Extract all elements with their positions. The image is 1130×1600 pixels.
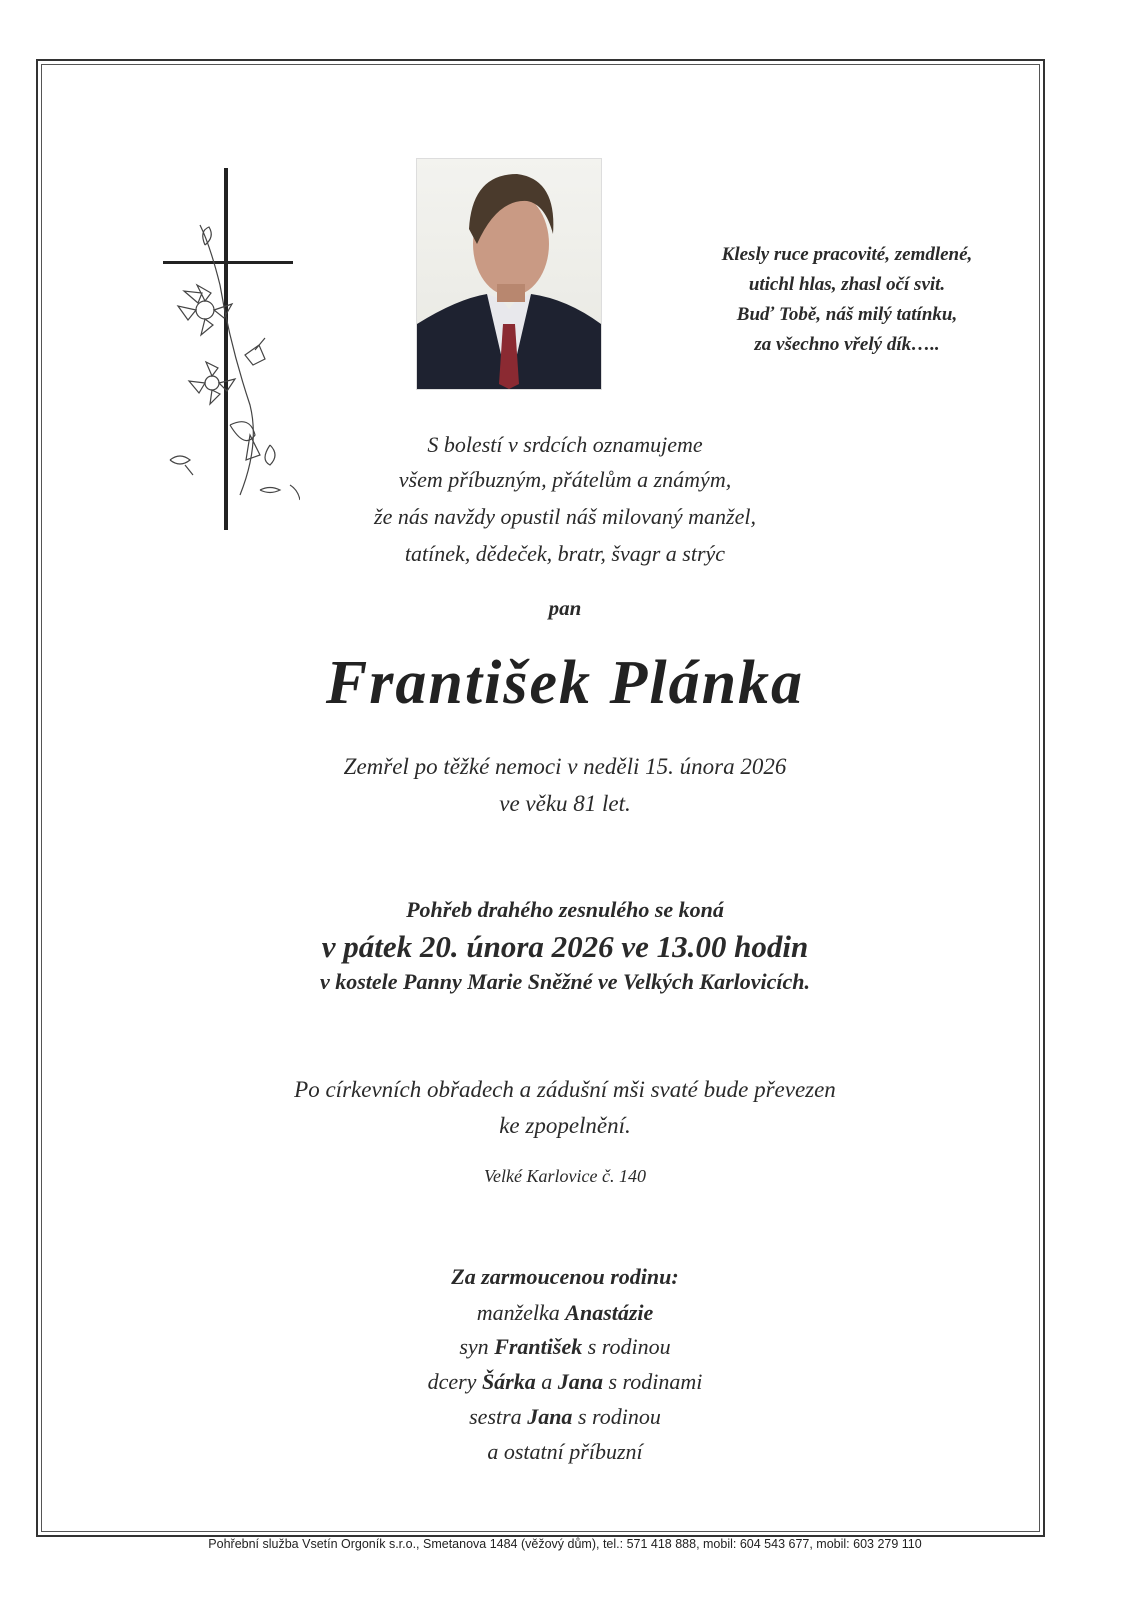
- intro-line: S bolestí v srdcích oznamujeme: [427, 432, 703, 457]
- funeral-date: v pátek 20. února 2026 ve 13.00 hodin: [321, 929, 809, 964]
- after-line: ke zpopelnění.: [499, 1113, 631, 1138]
- family-line: [0, 1300, 1130, 1326]
- family-heading: Za zarmoucenou rodinu:: [451, 1264, 679, 1289]
- poem-line: Klesly ruce pracovité, zemdlené,: [721, 244, 973, 265]
- funeral-place: v kostele Panny Marie Sněžné ve Velkých Karlovicích.: [319, 969, 811, 994]
- poem-line: za všechno vřelý dík…..: [754, 334, 940, 355]
- funeral-service-footer: Pohřební služba Vsetín Orgoník s.r.o., Smetanova 1484 (věžový dům), tel.: 571 418 888, mobil: 604 543 677, mobil: 603 279 110: [208, 1537, 922, 1551]
- address: Velké Karlovice č. 140: [484, 1166, 646, 1186]
- deceased-name: František Plánka: [325, 649, 805, 717]
- relation: syn: [459, 1334, 495, 1359]
- relation-suffix: s rodinou: [572, 1404, 661, 1429]
- relation-suffix: s rodinami: [602, 1369, 703, 1394]
- death-line: Zemřel po těžké nemoci v neděli 15. února 2026: [343, 754, 787, 779]
- family-name: Anastázie: [565, 1300, 654, 1325]
- memorial-poem: [667, 240, 1027, 360]
- portrait-photo: [416, 158, 602, 390]
- age-line: ve věku 81 let.: [499, 791, 631, 816]
- family-line: [0, 1404, 1130, 1430]
- family-name: Jana: [527, 1404, 573, 1429]
- family-line: [0, 1369, 1130, 1395]
- intro-line: že nás navždy opustil náš milovaný manžel,: [374, 504, 756, 529]
- family-line: [0, 1334, 1130, 1360]
- salutation: pan: [548, 596, 582, 620]
- after-line: Po církevních obřadech a zádušní mši svaté bude převezen: [294, 1077, 836, 1102]
- relation-suffix: s rodinou: [582, 1334, 671, 1359]
- family-name: František: [494, 1334, 583, 1359]
- intro-line: všem příbuzným, přátelům a známým,: [398, 467, 732, 492]
- intro-line: tatínek, dědeček, bratr, švagr a strýc: [404, 541, 726, 566]
- relation: manželka: [476, 1300, 566, 1325]
- poem-line: Buď Tobě, náš milý tatínku,: [736, 304, 958, 325]
- family-line: a ostatní příbuzní: [487, 1439, 643, 1464]
- family-name: Jana: [557, 1369, 603, 1394]
- relation: dcery: [427, 1369, 482, 1394]
- relation: sestra: [469, 1404, 528, 1429]
- funeral-heading: Pohřeb drahého zesnulého se koná: [406, 897, 724, 922]
- conjunction: a: [535, 1369, 558, 1394]
- family-name: Šárka: [481, 1369, 536, 1394]
- poem-line: utichl hlas, zhasl očí svit.: [748, 274, 946, 295]
